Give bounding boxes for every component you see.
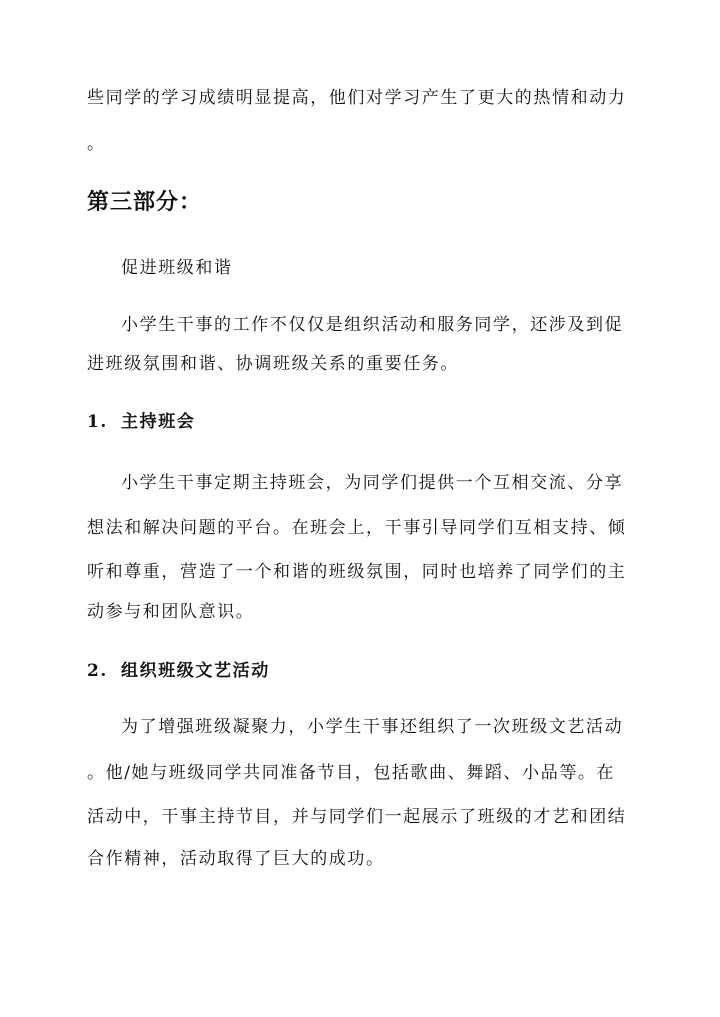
section-title: 第三部分：	[87, 189, 203, 215]
item-2-line-2: 。他/她与班级同学共同准备节目，包括歌曲、舞蹈、小品等。在	[87, 763, 616, 783]
section-para-line-2: 进班级氛围和谐、协调班级关系的重要任务。	[87, 354, 459, 374]
item-1-heading	[87, 410, 195, 434]
intro-line-2: 。	[87, 134, 106, 154]
section-para-line-1: 小学生干事的工作不仅仅是组织活动和服务同学，还涉及到促	[121, 315, 624, 335]
item-1-line-4: 动参与和团队意识。	[87, 602, 255, 622]
item-2-line-4: 合作精神，活动取得了巨大的成功。	[87, 849, 385, 869]
intro-line-1: 些同学的学习成绩明显提高，他们对学习产生了更大的热情和动力	[87, 88, 627, 108]
item-2-line-3: 活动中，干事主持节目，并与同学们一起展示了班级的才艺和团结	[87, 807, 627, 827]
item-1-line-3: 听和尊重，营造了一个和谐的班级氛围，同时也培养了同学们的主	[87, 562, 627, 582]
item-2-line-1: 为了增强班级凝聚力，小学生干事还组织了一次班级文艺活动	[121, 717, 624, 737]
item-2-number: 2.	[87, 661, 108, 681]
item-1-line-1: 小学生干事定期主持班会，为同学们提供一个互相交流、分享	[121, 473, 624, 493]
item-1-line-2: 想法和解决问题的平台。在班会上，干事引导同学们互相支持、倾	[87, 518, 627, 538]
item-1-number: 1.	[87, 412, 108, 432]
item-2-title: 组织班级文艺活动	[121, 661, 270, 681]
item-2-heading	[87, 659, 270, 683]
section-subtitle: 促进班级和谐	[121, 258, 233, 278]
item-1-title: 主持班会	[121, 412, 196, 432]
